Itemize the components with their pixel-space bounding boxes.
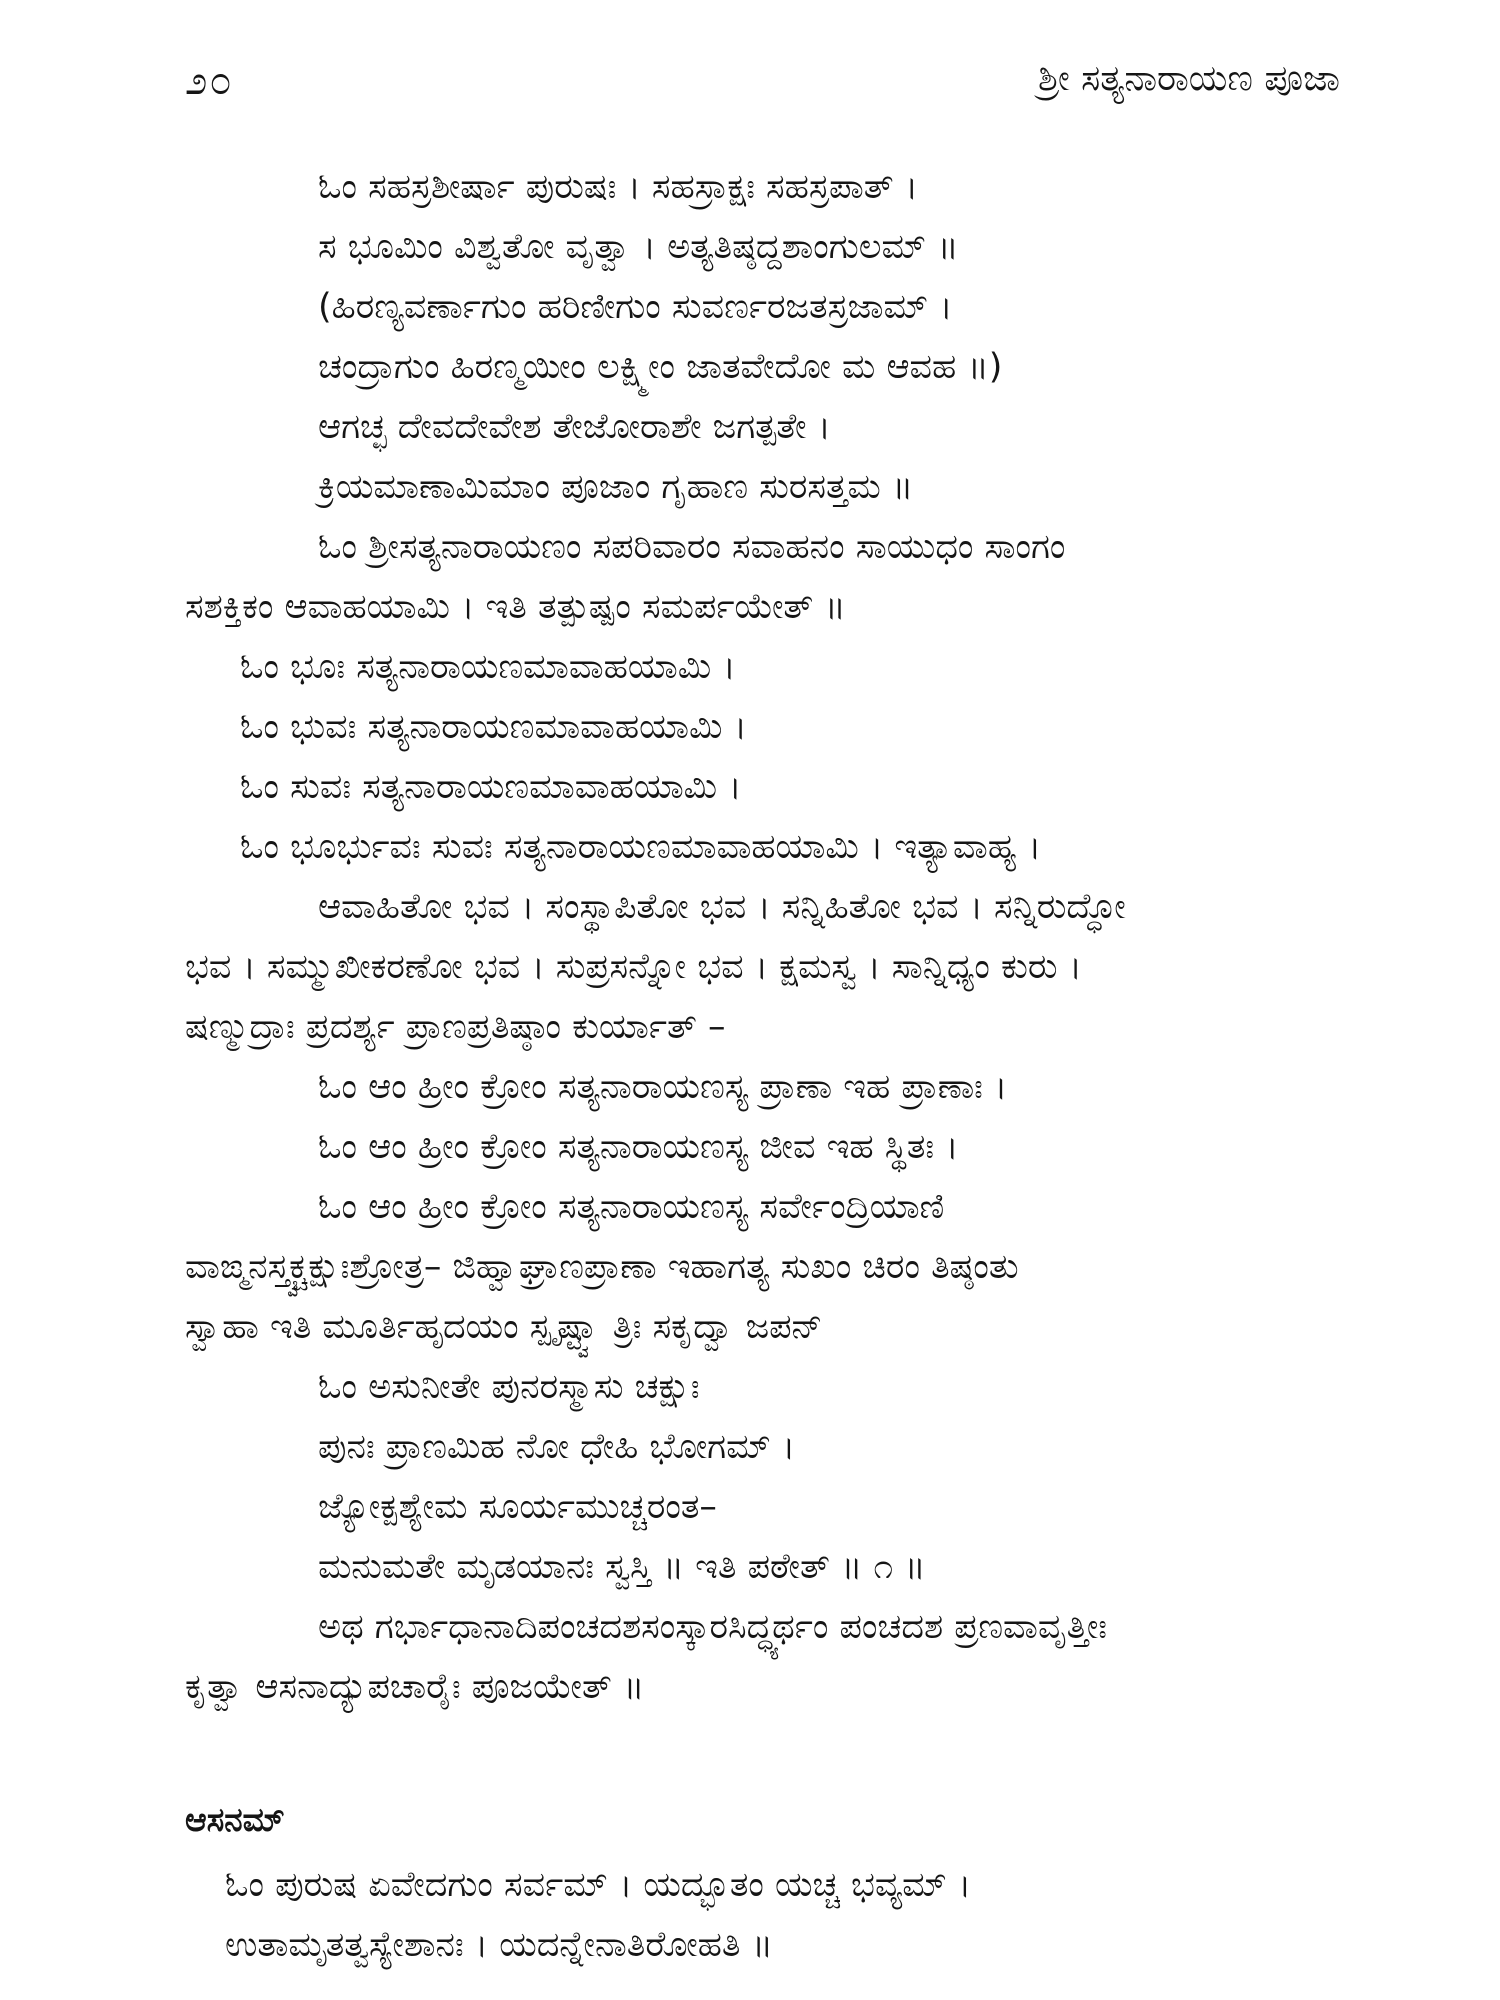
verse-line: ಓಂ ಅಸುನೀತೇ ಪುನರಸ್ಮಾಸು ಚಕ್ಷುಃ xyxy=(318,1367,700,1407)
verse-line: ಜ್ಯೋಕ್ಪಶ್ಯೇಮ ಸೂರ್ಯಮುಚ್ಚರಂತ– xyxy=(318,1487,717,1527)
verse-line: ಓಂ ಪುರುಷ ಏವೇದಗುಂ ಸರ್ವಮ್ । ಯದ್ಭೂತಂ ಯಚ್ಚ ಭವ್ಯಮ್ । xyxy=(225,1865,972,1905)
page-header xyxy=(185,58,1340,118)
verse-line: ಓಂ ಆಂ ಹ್ರೀಂ ಕ್ರೋಂ ಸತ್ಯನಾರಾಯಣಸ್ಯ ಪ್ರಾಣಾ ಇಹ ಪ್ರಾಣಾಃ । xyxy=(318,1067,1008,1107)
verse-line: ಓಂ ಸುವಃ ಸತ್ಯನಾರಾಯಣಮಾವಾಹಯಾಮಿ । xyxy=(240,767,742,807)
verse-line: (ಹಿರಣ್ಯವರ್ಣಾಗುಂ ಹರಿಣೀಗುಂ ಸುವರ್ಣರಜತಸ್ರಜಾಮ್ । xyxy=(318,287,953,327)
paragraph-line: ವಾಙ್ಮನಸ್ತ್ವಕ್ಚಕ್ಷುಃಶ್ರೋತ್ರ– ಜಿಹ್ವಾಘ್ರಾಣಪ್ರಾಣಾ ಇಹಾಗತ್ಯ ಸುಖಂ ಚಿರಂ ತಿಷ್ಠಂತು xyxy=(185,1247,1019,1287)
page-number: ೨೦ xyxy=(185,58,234,104)
section-heading: ಆಸನಮ್ xyxy=(185,1800,285,1839)
paragraph-line: ಓಂ ಶ್ರೀಸತ್ಯನಾರಾಯಣಂ ಸಪರಿವಾರಂ ಸವಾಹನಂ ಸಾಯುಧಂ ಸಾಂಗಂ xyxy=(318,527,1066,567)
paragraph-line: ಕೃತ್ವಾ ಆಸನಾದ್ಯುಪಚಾರೈಃ ಪೂಜಯೇತ್ ॥ xyxy=(185,1667,645,1707)
paragraph-line: ಅಥ ಗರ್ಭಾಧಾನಾದಿಪಂಚದಶಸಂಸ್ಕಾರಸಿದ್ಧ್ಯರ್ಥಂ ಪಂಚದಶ ಪ್ರಣವಾವೃತ್ತೀಃ xyxy=(318,1607,1107,1647)
paragraph-line: ಭವ । ಸಮ್ಮುಖೀಕರಣೋ ಭವ । ಸುಪ್ರಸನ್ನೋ ಭವ । ಕ್ಷಮಸ್ವ । ಸಾನ್ನಿಧ್ಯಂ ಕುರು । xyxy=(185,947,1082,987)
verse-line: ಓಂ ಭೂಃ ಸತ್ಯನಾರಾಯಣಮಾವಾಹಯಾಮಿ । xyxy=(240,647,736,687)
verse-line: ಓಂ ಭೂರ್ಭುವಃ ಸುವಃ ಸತ್ಯನಾರಾಯಣಮಾವಾಹಯಾಮಿ । ಇತ್ಯಾವಾಹ್ಯ । xyxy=(240,827,1042,867)
paragraph-line: ಓಂ ಆಂ ಹ್ರೀಂ ಕ್ರೋಂ ಸತ್ಯನಾರಾಯಣಸ್ಯ ಸರ್ವೇಂದ್ರಿಯಾಣಿ xyxy=(318,1187,945,1227)
paragraph-line: ಆವಾಹಿತೋ ಭವ । ಸಂಸ್ಥಾಪಿತೋ ಭವ । ಸನ್ನಿಹಿತೋ ಭವ । ಸನ್ನಿರುದ್ಧೋ xyxy=(318,887,1126,927)
verse-line: ಓಂ ಆಂ ಹ್ರೀಂ ಕ್ರೋಂ ಸತ್ಯನಾರಾಯಣಸ್ಯ ಜೀವ ಇಹ ಸ್ಥಿತಃ । xyxy=(318,1127,959,1167)
paragraph-line: ಸಶಕ್ತಿಕಂ ಆವಾಹಯಾಮಿ । ಇತಿ ತತ್ಪುಷ್ಪಂ ಸಮರ್ಪಯೇತ್ ॥ xyxy=(185,587,846,627)
paragraph-line: ಸ್ವಾಹಾ ಇತಿ ಮೂರ್ತಿಹೃದಯಂ ಸ್ಪೃಷ್ಟ್ವಾ ತ್ರಿಃ ಸಕೃದ್ವಾ ಜಪನ್ xyxy=(185,1307,823,1347)
verse-line: ಓಂ ಸಹಸ್ರಶೀರ್ಷಾ ಪುರುಷಃ । ಸಹಸ್ರಾಕ್ಷಃ ಸಹಸ್ರಪಾತ್ । xyxy=(318,167,919,207)
verse-line: ಸ ಭೂಮಿಂ ವಿಶ್ವತೋ ವೃತ್ವಾ । ಅತ್ಯತಿಷ್ಠದ್ದಶಾಂಗುಲಮ್ ॥ xyxy=(318,227,959,267)
verse-line: ಮನುಮತೇ ಮೃಡಯಾನಃ ಸ್ವಸ್ತಿ ॥ ಇತಿ ಪಠೇತ್ ॥ ೧ ॥ xyxy=(318,1547,926,1587)
verse-line: ಪುನಃ ಪ್ರಾಣಮಿಹ ನೋ ಧೇಹಿ ಭೋಗಮ್ । xyxy=(318,1427,796,1467)
verse-line: ಆಗಚ್ಛ ದೇವದೇವೇಶ ತೇಜೋರಾಶೇ ಜಗತ್ಪತೇ । xyxy=(318,407,831,447)
running-title: ಶ್ರೀ ಸತ್ಯನಾರಾಯಣ ಪೂಜಾ xyxy=(1038,58,1340,99)
verse-line: ಉತಾಮೃತತ್ವಸ್ಯೇಶಾನಃ । ಯದನ್ನೇನಾತಿರೋಹತಿ ॥ xyxy=(225,1925,773,1965)
verse-line: ಚಂದ್ರಾಗುಂ ಹಿರಣ್ಮಯೀಂ ಲಕ್ಷ್ಮೀಂ ಜಾತವೇದೋ ಮ ಆವಹ ॥) xyxy=(318,347,1003,387)
paragraph-line: ಷಣ್ಮುದ್ರಾಃ ಪ್ರದರ್ಶ್ಯ ಪ್ರಾಣಪ್ರತಿಷ್ಠಾಂ ಕುರ್ಯಾತ್ – xyxy=(185,1007,726,1047)
verse-line: ಕ್ರಿಯಮಾಣಾಮಿಮಾಂ ಪೂಜಾಂ ಗೃಹಾಣ ಸುರಸತ್ತಮ ॥ xyxy=(318,467,914,507)
verse-line: ಓಂ ಭುವಃ ಸತ್ಯನಾರಾಯಣಮಾವಾಹಯಾಮಿ । xyxy=(240,707,747,747)
